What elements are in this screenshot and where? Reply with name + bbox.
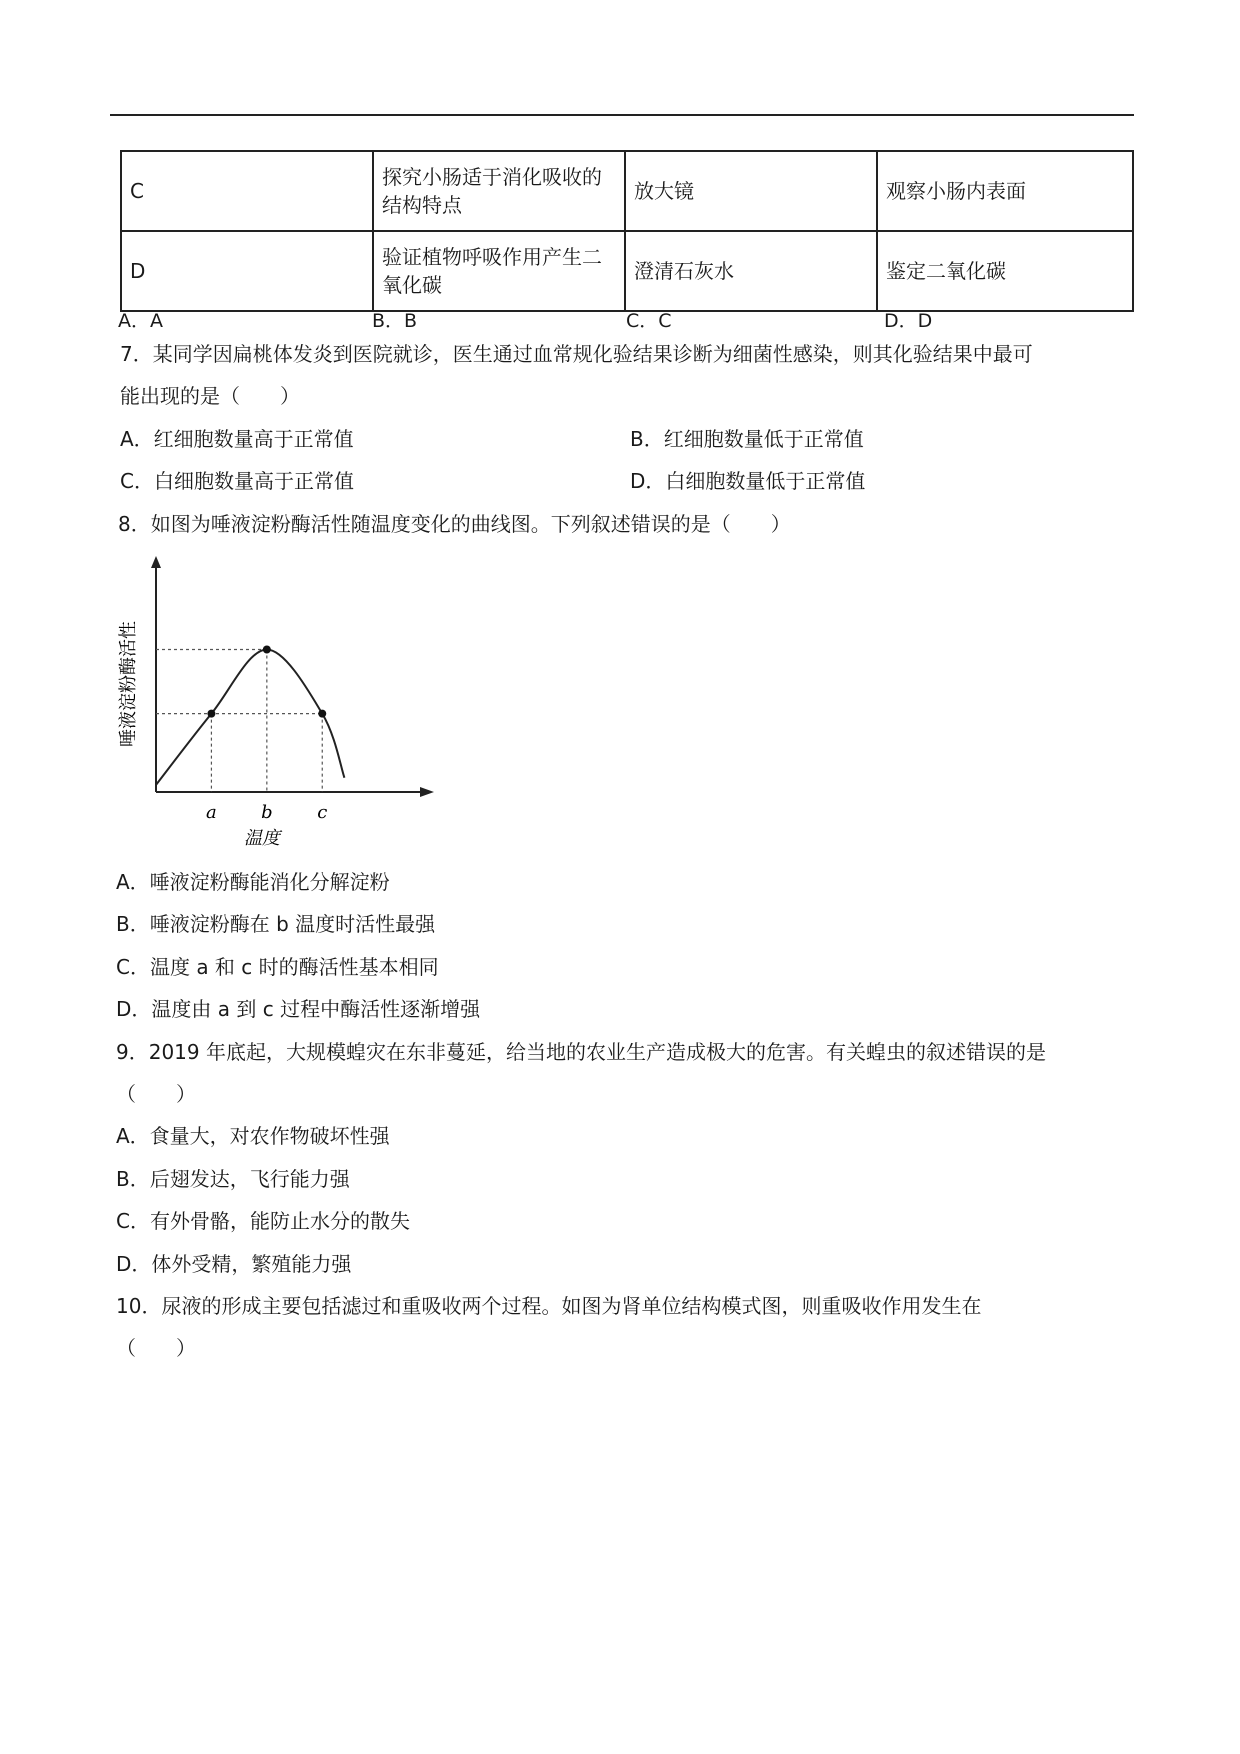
point-a <box>207 710 215 718</box>
table-row <box>121 151 1133 231</box>
table-cell-tool: 澄清石灰水 <box>625 231 877 311</box>
point-c <box>318 710 326 718</box>
y-axis-label: 唾液淀粉酶活性 <box>118 621 139 747</box>
x-tick-a: a <box>206 802 217 823</box>
activity-curve <box>156 650 344 785</box>
point-b <box>263 646 271 654</box>
q7-option-a[interactable]: A．红细胞数量高于正常值 <box>120 427 354 451</box>
x-tick-b: b <box>261 802 273 823</box>
enzyme-activity-chart <box>112 550 442 850</box>
q7-option-b[interactable]: B．红细胞数量低于正常值 <box>630 427 864 451</box>
q6-option-c[interactable]: C．C <box>626 310 672 332</box>
q9-stem-line2: （ ） <box>116 1082 196 1106</box>
q8-option-a[interactable]: A．唾液淀粉酶能消化分解淀粉 <box>116 870 390 894</box>
q6-option-d[interactable]: D．D <box>884 310 933 332</box>
x-axis-label: 温度 <box>244 828 280 849</box>
table-cell-purpose: 验证植物呼吸作用产生二氧化碳 <box>373 231 625 311</box>
q10-stem-line2: （ ） <box>116 1336 196 1360</box>
table-cell-use: 观察小肠内表面 <box>877 151 1133 231</box>
q7-option-d[interactable]: D．白细胞数量低于正常值 <box>630 469 866 493</box>
table-row <box>121 231 1133 311</box>
q6-options <box>118 306 1132 332</box>
q10-stem-line1: 10．尿液的形成主要包括滤过和重吸收两个过程。如图为肾单位结构模式图，则重吸收作用发生在 <box>116 1294 982 1318</box>
q8-option-c[interactable]: C．温度 a 和 c 时的酶活性基本相同 <box>116 955 439 979</box>
q8-option-b[interactable]: B．唾液淀粉酶在 b 温度时活性最强 <box>116 912 436 936</box>
table-cell-purpose: 探究小肠适于消化吸收的结构特点 <box>373 151 625 231</box>
q6-option-b[interactable]: B．B <box>372 310 418 332</box>
q6-option-a[interactable]: A．A <box>118 310 163 332</box>
experiment-table <box>120 150 1134 312</box>
y-axis-arrow <box>151 556 161 568</box>
header-rule <box>110 114 1134 116</box>
q8-stem: 8．如图为唾液淀粉酶活性随温度变化的曲线图。下列叙述错误的是（ ） <box>118 512 791 536</box>
x-axis-arrow <box>420 787 434 797</box>
table-cell-tool: 放大镜 <box>625 151 877 231</box>
q7-stem-line2: 能出现的是（ ） <box>120 384 300 408</box>
q9-stem-line1: 9．2019 年底起，大规模蝗灾在东非蔓延，给当地的农业生产造成极大的危害。有关蝗虫的叙述错误的是 <box>116 1040 1046 1064</box>
table-cell-use: 鉴定二氧化碳 <box>877 231 1133 311</box>
q8-option-d[interactable]: D．温度由 a 到 c 过程中酶活性逐渐增强 <box>116 997 481 1021</box>
table-cell-label: D <box>121 231 373 311</box>
q7-option-c[interactable]: C．白细胞数量高于正常值 <box>120 469 354 493</box>
q7-stem-line1: 7．某同学因扁桃体发炎到医院就诊，医生通过血常规化验结果诊断为细菌性感染，则其化验结果中最可 <box>120 342 1033 366</box>
q9-option-c[interactable]: C．有外骨骼，能防止水分的散失 <box>116 1209 410 1233</box>
x-tick-c: c <box>317 802 328 823</box>
q9-option-d[interactable]: D．体外受精，繁殖能力强 <box>116 1252 352 1276</box>
q9-option-b[interactable]: B．后翅发达，飞行能力强 <box>116 1167 350 1191</box>
table-cell-label: C <box>121 151 373 231</box>
q9-option-a[interactable]: A．食量大，对农作物破坏性强 <box>116 1124 390 1148</box>
